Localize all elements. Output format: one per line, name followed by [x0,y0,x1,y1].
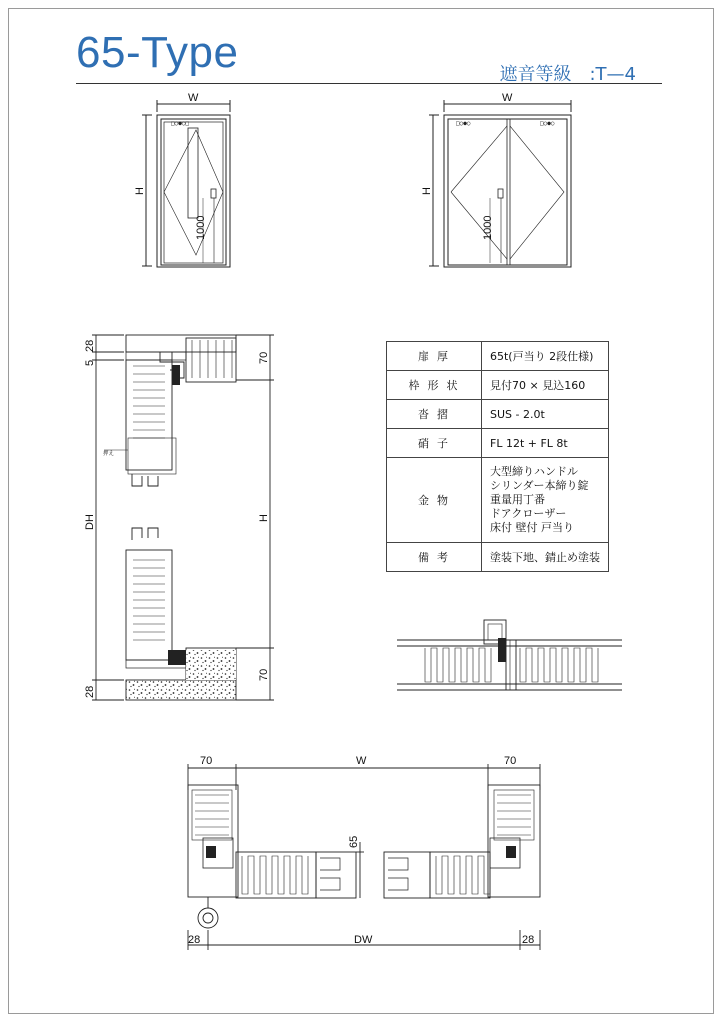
spec-row [387,458,609,543]
handle-height-label: 1000 [195,215,207,240]
meeting-stile-section [397,620,622,690]
spec-key: 備考 [387,543,482,572]
h-label: H [134,187,146,195]
spec-key: 枠形状 [387,371,482,400]
svg-text:□○●○: □○●○ [456,120,471,127]
spec-key: 硝子 [387,429,482,458]
spec-value: 65t(戸当り 2段仕様) [482,342,609,371]
spec-value-list [482,458,609,543]
spec-value: 見付70 × 見込160 [482,371,609,400]
double-frame-outer [444,115,571,267]
dh-label: DH [84,514,96,530]
handle-height-label-2: 1000 [482,215,494,240]
hardware-item: シリンダー本締り錠 [490,479,589,492]
page-title: 65-Type [76,28,239,77]
dim-28-top: 28 [84,339,96,352]
horizontal-section [188,755,540,950]
spec-row [387,342,609,371]
svg-text:□○●○: □○●○ [540,120,555,127]
spec-row [387,429,609,458]
spec-row [387,543,609,572]
plan-w-label: W [356,755,367,767]
leaf-core-upper [133,366,165,438]
h-label-2: H [421,187,433,195]
spec-value: SUS - 2.0t [482,400,609,429]
spec-value: 塗装下地、錆止め塗装 [482,543,609,572]
swing-mark [164,130,223,192]
h-label-section: H [258,514,270,522]
spec-key: 扉厚 [387,342,482,371]
hardware-item: 床付 壁付 戸当り [490,521,574,534]
w-label: W [188,92,199,104]
dim-70-bottom: 70 [258,668,270,681]
plan-dim-70-right: 70 [504,755,517,767]
vision-panel [188,128,198,218]
single-door-elevation [134,92,230,267]
spec-row [387,371,609,400]
hardware-item: 大型締りハンドル [490,465,578,478]
part-label: 押え [103,451,115,457]
door-frame-outer [157,115,230,267]
lever-handle [211,189,216,198]
plan-dim-28-left: 28 [188,934,201,946]
spec-row [387,400,609,429]
dim-28-bottom: 28 [84,685,96,698]
spec-key: 金物 [387,458,482,543]
spec-value: FL 12t + FL 8t [482,429,609,458]
plan-dim-28-right: 28 [522,934,535,946]
dim-70-top: 70 [258,351,270,364]
hardware-item: 重量用丁番 [490,493,545,506]
spec-table [386,341,609,572]
vertical-section [84,335,274,700]
svg-text:□○●○□: □○●○□ [171,120,190,127]
leaf-core-lower [133,560,165,640]
hardware-item: ドアクローザー [490,507,567,520]
plan-dim-70-left: 70 [200,755,213,767]
dim-5: 5 [84,359,96,366]
plan-dim-65: 65 [348,835,360,848]
plan-dw-label: DW [354,934,373,946]
sound-rating-label: 遮音等級 :T—4 [499,64,636,85]
w-label-2: W [502,92,513,104]
spec-key: 沓摺 [387,400,482,429]
double-door-elevation [421,92,571,267]
